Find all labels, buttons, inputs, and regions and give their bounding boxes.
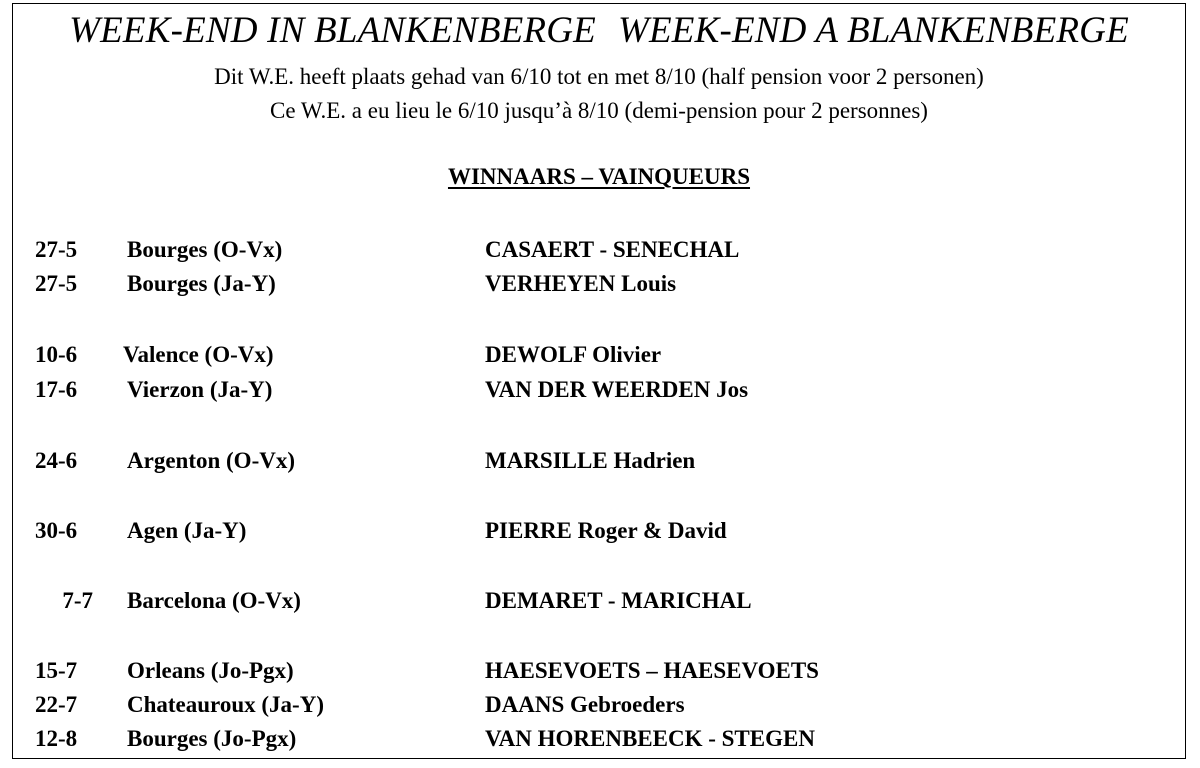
winner-name: HAESEVOETS – HAESEVOETS: [485, 658, 819, 683]
document-frame: [12, 3, 1186, 759]
winner-name: PIERRE Roger & David: [485, 518, 727, 543]
winners-heading: WINNAARS – VAINQUEURS: [447, 164, 751, 189]
race-date: 10-6: [35, 342, 78, 367]
winner-name: VERHEYEN Louis: [485, 271, 677, 296]
race-date: 7-7: [62, 588, 93, 613]
winner-name: CASAERT - SENECHAL: [485, 237, 740, 262]
race-name: Agen (Ja-Y): [127, 518, 247, 543]
race-name: Vierzon (Ja-Y): [127, 377, 273, 402]
winner-name: VAN DER WEERDEN Jos: [485, 377, 749, 402]
race-date: 24-6: [35, 448, 78, 473]
winner-row: [13, 692, 1185, 722]
winner-name: DEWOLF Olivier: [485, 342, 662, 367]
race-date: 22-7: [35, 692, 78, 717]
race-date: 30-6: [35, 518, 78, 543]
race-date: 15-7: [35, 658, 78, 683]
race-name: Bourges (O-Vx): [127, 237, 283, 262]
winner-name: DAANS Gebroeders: [485, 692, 685, 717]
race-name: Barcelona (O-Vx): [127, 588, 301, 613]
race-date: 12-8: [35, 726, 78, 751]
winner-row: [13, 726, 1185, 756]
winner-row: [13, 588, 1185, 618]
race-name: Bourges (Jo-Pgx): [127, 726, 297, 751]
title-french: WEEK-END A BLANKENBERGE: [617, 10, 1129, 51]
winner-row: [13, 342, 1185, 372]
subtitle-dutch: Dit W.E. heeft plaats gehad van 6/10 tot en met 8/10 (half pension voor 2 personen): [214, 64, 984, 89]
race-name: Argenton (O-Vx): [127, 448, 295, 473]
winner-name: MARSILLE Hadrien: [485, 448, 696, 473]
title-dutch: WEEK-END IN BLANKENBERGE: [69, 10, 596, 51]
winner-name: VAN HORENBEECK - STEGEN: [485, 726, 815, 751]
race-name: Valence (O-Vx): [123, 342, 274, 367]
winner-row: [13, 271, 1185, 301]
race-date: 27-5: [35, 237, 78, 262]
race-name: Orleans (Jo-Pgx): [127, 658, 294, 683]
race-name: Chateauroux (Ja-Y): [127, 692, 324, 717]
subtitle-french: Ce W.E. a eu lieu le 6/10 jusqu’à 8/10 (demi-pension pour 2 personnes): [270, 98, 928, 123]
race-name: Bourges (Ja-Y): [127, 271, 276, 296]
winner-row: [13, 377, 1185, 407]
winner-name: DEMARET - MARICHAL: [485, 588, 752, 613]
winner-row: [13, 237, 1185, 267]
race-date: 17-6: [35, 377, 78, 402]
race-date: 27-5: [35, 271, 78, 296]
winner-row: [13, 658, 1185, 688]
winner-row: [13, 518, 1185, 548]
page-title: [13, 9, 1185, 52]
winner-row: [13, 448, 1185, 478]
